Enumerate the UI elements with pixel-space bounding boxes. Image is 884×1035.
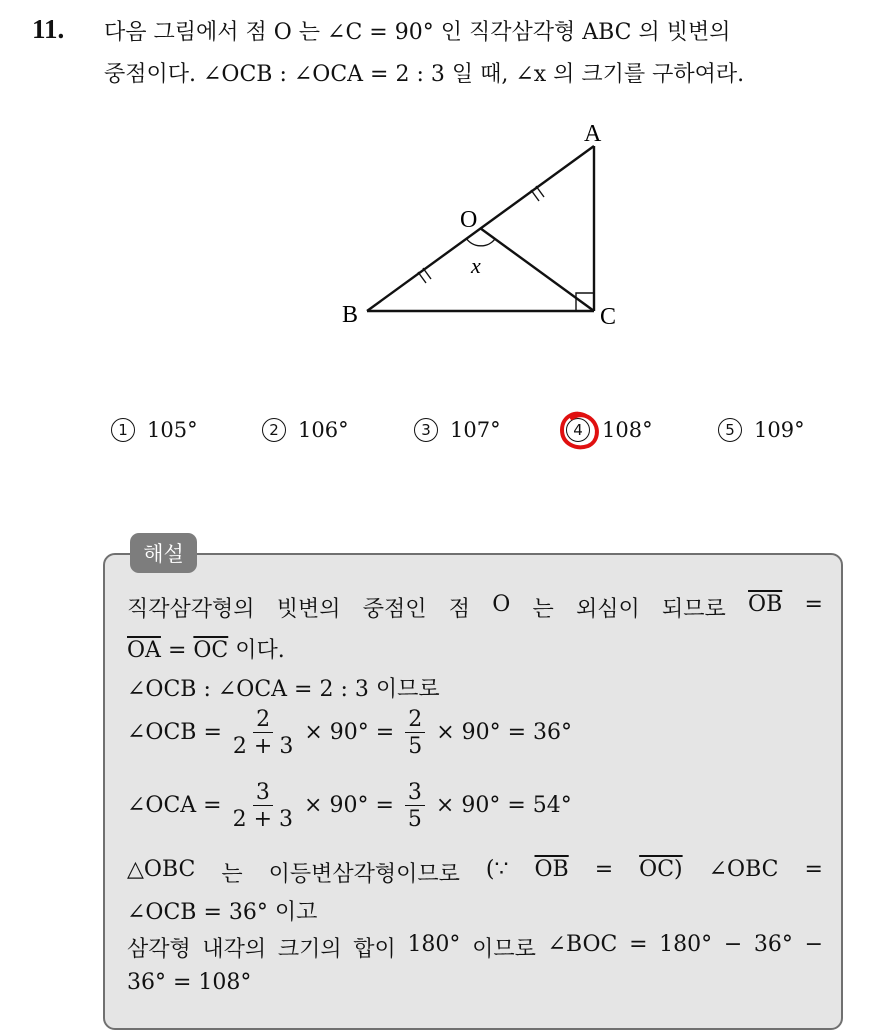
equals: = bbox=[167, 638, 187, 663]
numerator: 2 bbox=[405, 708, 425, 733]
word: 합이 bbox=[353, 937, 396, 962]
choice-2[interactable] bbox=[262, 418, 349, 442]
solution-line-9: 36° = 108° bbox=[127, 970, 252, 995]
solution-line-6 bbox=[127, 857, 823, 888]
word: 이므로 bbox=[472, 937, 536, 962]
word: 되므로 bbox=[662, 597, 726, 622]
choice-3[interactable] bbox=[414, 418, 501, 442]
solution-line-4 bbox=[127, 708, 572, 758]
denominator: 2 + 3 bbox=[232, 807, 294, 833]
vertex-label-O: O bbox=[460, 207, 478, 233]
equation-mid: × 90° = bbox=[304, 793, 394, 819]
fraction bbox=[233, 708, 293, 758]
word: 외심이 bbox=[576, 597, 640, 622]
word: △OBC bbox=[127, 857, 196, 882]
equation-mid: × 90° = bbox=[304, 720, 395, 746]
choice-number-icon: 2 bbox=[262, 418, 286, 442]
segment-OC: $\overline{OC}$ bbox=[193, 638, 229, 663]
choice-4[interactable] bbox=[566, 418, 653, 442]
word: 내각의 bbox=[202, 937, 267, 962]
word: ∠BOC bbox=[547, 932, 618, 957]
equation-rhs: × 90° = 36° bbox=[436, 720, 573, 746]
numerator: 3 bbox=[253, 781, 273, 806]
fraction bbox=[233, 781, 293, 831]
word: 직각삼각형의 bbox=[127, 597, 255, 622]
word: 삼각형 bbox=[127, 937, 191, 962]
solution-line-8 bbox=[127, 932, 823, 963]
solution-line-3: ∠OCB : ∠OCA = 2 : 3 이므로 bbox=[127, 677, 440, 702]
fraction bbox=[405, 781, 425, 831]
answer-choices bbox=[0, 418, 884, 458]
choice-value: 109° bbox=[754, 418, 805, 442]
word: 빗변의 bbox=[276, 597, 341, 622]
choice-5[interactable] bbox=[718, 418, 805, 442]
angle-x-arc bbox=[466, 238, 495, 246]
word: ∠OBC bbox=[708, 857, 779, 882]
word: = bbox=[804, 857, 823, 882]
denominator: 5 bbox=[408, 734, 423, 760]
word: = bbox=[594, 857, 614, 882]
word: 점 bbox=[448, 597, 471, 622]
choice-value: 108° bbox=[602, 418, 653, 442]
word: 180° bbox=[659, 932, 713, 957]
fraction bbox=[405, 708, 425, 758]
segment-OC bbox=[480, 228, 594, 311]
segment-OB: $\overline{OB}$ bbox=[748, 592, 783, 617]
choice-number-text: 4 bbox=[573, 421, 583, 439]
choice-1[interactable] bbox=[111, 418, 198, 442]
equation-rhs: × 90° = 54° bbox=[435, 793, 572, 819]
solution-line-5 bbox=[127, 781, 572, 831]
choice-value: 106° bbox=[298, 418, 349, 442]
choice-value: 107° bbox=[450, 418, 501, 442]
word: − bbox=[804, 932, 823, 957]
segment-OB: $\overline{OB}$ bbox=[534, 857, 569, 882]
vertex-label-C: C bbox=[600, 304, 617, 330]
numerator: 2 bbox=[253, 708, 273, 733]
word: 이등변삼각형이므로 bbox=[268, 862, 460, 887]
word: 180° bbox=[407, 932, 461, 957]
equal-ticks-BO bbox=[418, 268, 431, 283]
word: 는 bbox=[221, 862, 243, 887]
equation-lhs: ∠OCB = bbox=[127, 720, 222, 746]
choice-number-icon: 1 bbox=[111, 418, 135, 442]
solution-line-1 bbox=[127, 592, 823, 623]
equal-ticks-OA bbox=[531, 186, 544, 201]
numerator: 3 bbox=[405, 781, 425, 806]
question-number: 11. bbox=[32, 14, 65, 44]
segment-OA: $\overline{OA}$ bbox=[127, 638, 161, 663]
solution-line-2 bbox=[127, 633, 285, 664]
word: 중점인 bbox=[362, 597, 427, 622]
solution-label: 해설 bbox=[130, 533, 197, 573]
segment-OC: OC) bbox=[639, 857, 683, 882]
vertex-label-B: B bbox=[342, 302, 359, 328]
choice-number-icon bbox=[566, 418, 590, 442]
word: = bbox=[804, 592, 823, 617]
word: O bbox=[492, 592, 511, 617]
choice-value: 105° bbox=[147, 418, 198, 442]
question-text-line2: 중점이다. ∠OCB : ∠OCA = 2 : 3 일 때, ∠x 의 크기를 구하여라. bbox=[104, 62, 745, 87]
question-text-line1: 다음 그림에서 점 O 는 ∠C = 90° 인 직각삼각형 ABC 의 빗변의 bbox=[104, 20, 731, 45]
word: 이다. bbox=[235, 638, 285, 663]
solution-line-7: ∠OCB = 36° 이고 bbox=[127, 900, 318, 925]
word: 크기의 bbox=[277, 937, 342, 962]
denominator: 5 bbox=[407, 807, 422, 833]
choice-number-icon: 5 bbox=[718, 418, 742, 442]
word: 는 bbox=[532, 597, 554, 622]
choice-number-icon: 3 bbox=[414, 418, 438, 442]
equation-lhs: ∠OCA = bbox=[127, 793, 222, 819]
triangle-figure bbox=[330, 110, 630, 340]
word: (∵ bbox=[485, 857, 509, 882]
angle-label-x: x bbox=[471, 253, 481, 278]
triangle-diagram bbox=[330, 110, 630, 340]
denominator: 2 + 3 bbox=[232, 734, 294, 760]
word: = bbox=[629, 932, 648, 957]
word: 36° bbox=[753, 932, 793, 957]
word: − bbox=[723, 932, 743, 957]
vertex-label-A: A bbox=[584, 121, 602, 147]
